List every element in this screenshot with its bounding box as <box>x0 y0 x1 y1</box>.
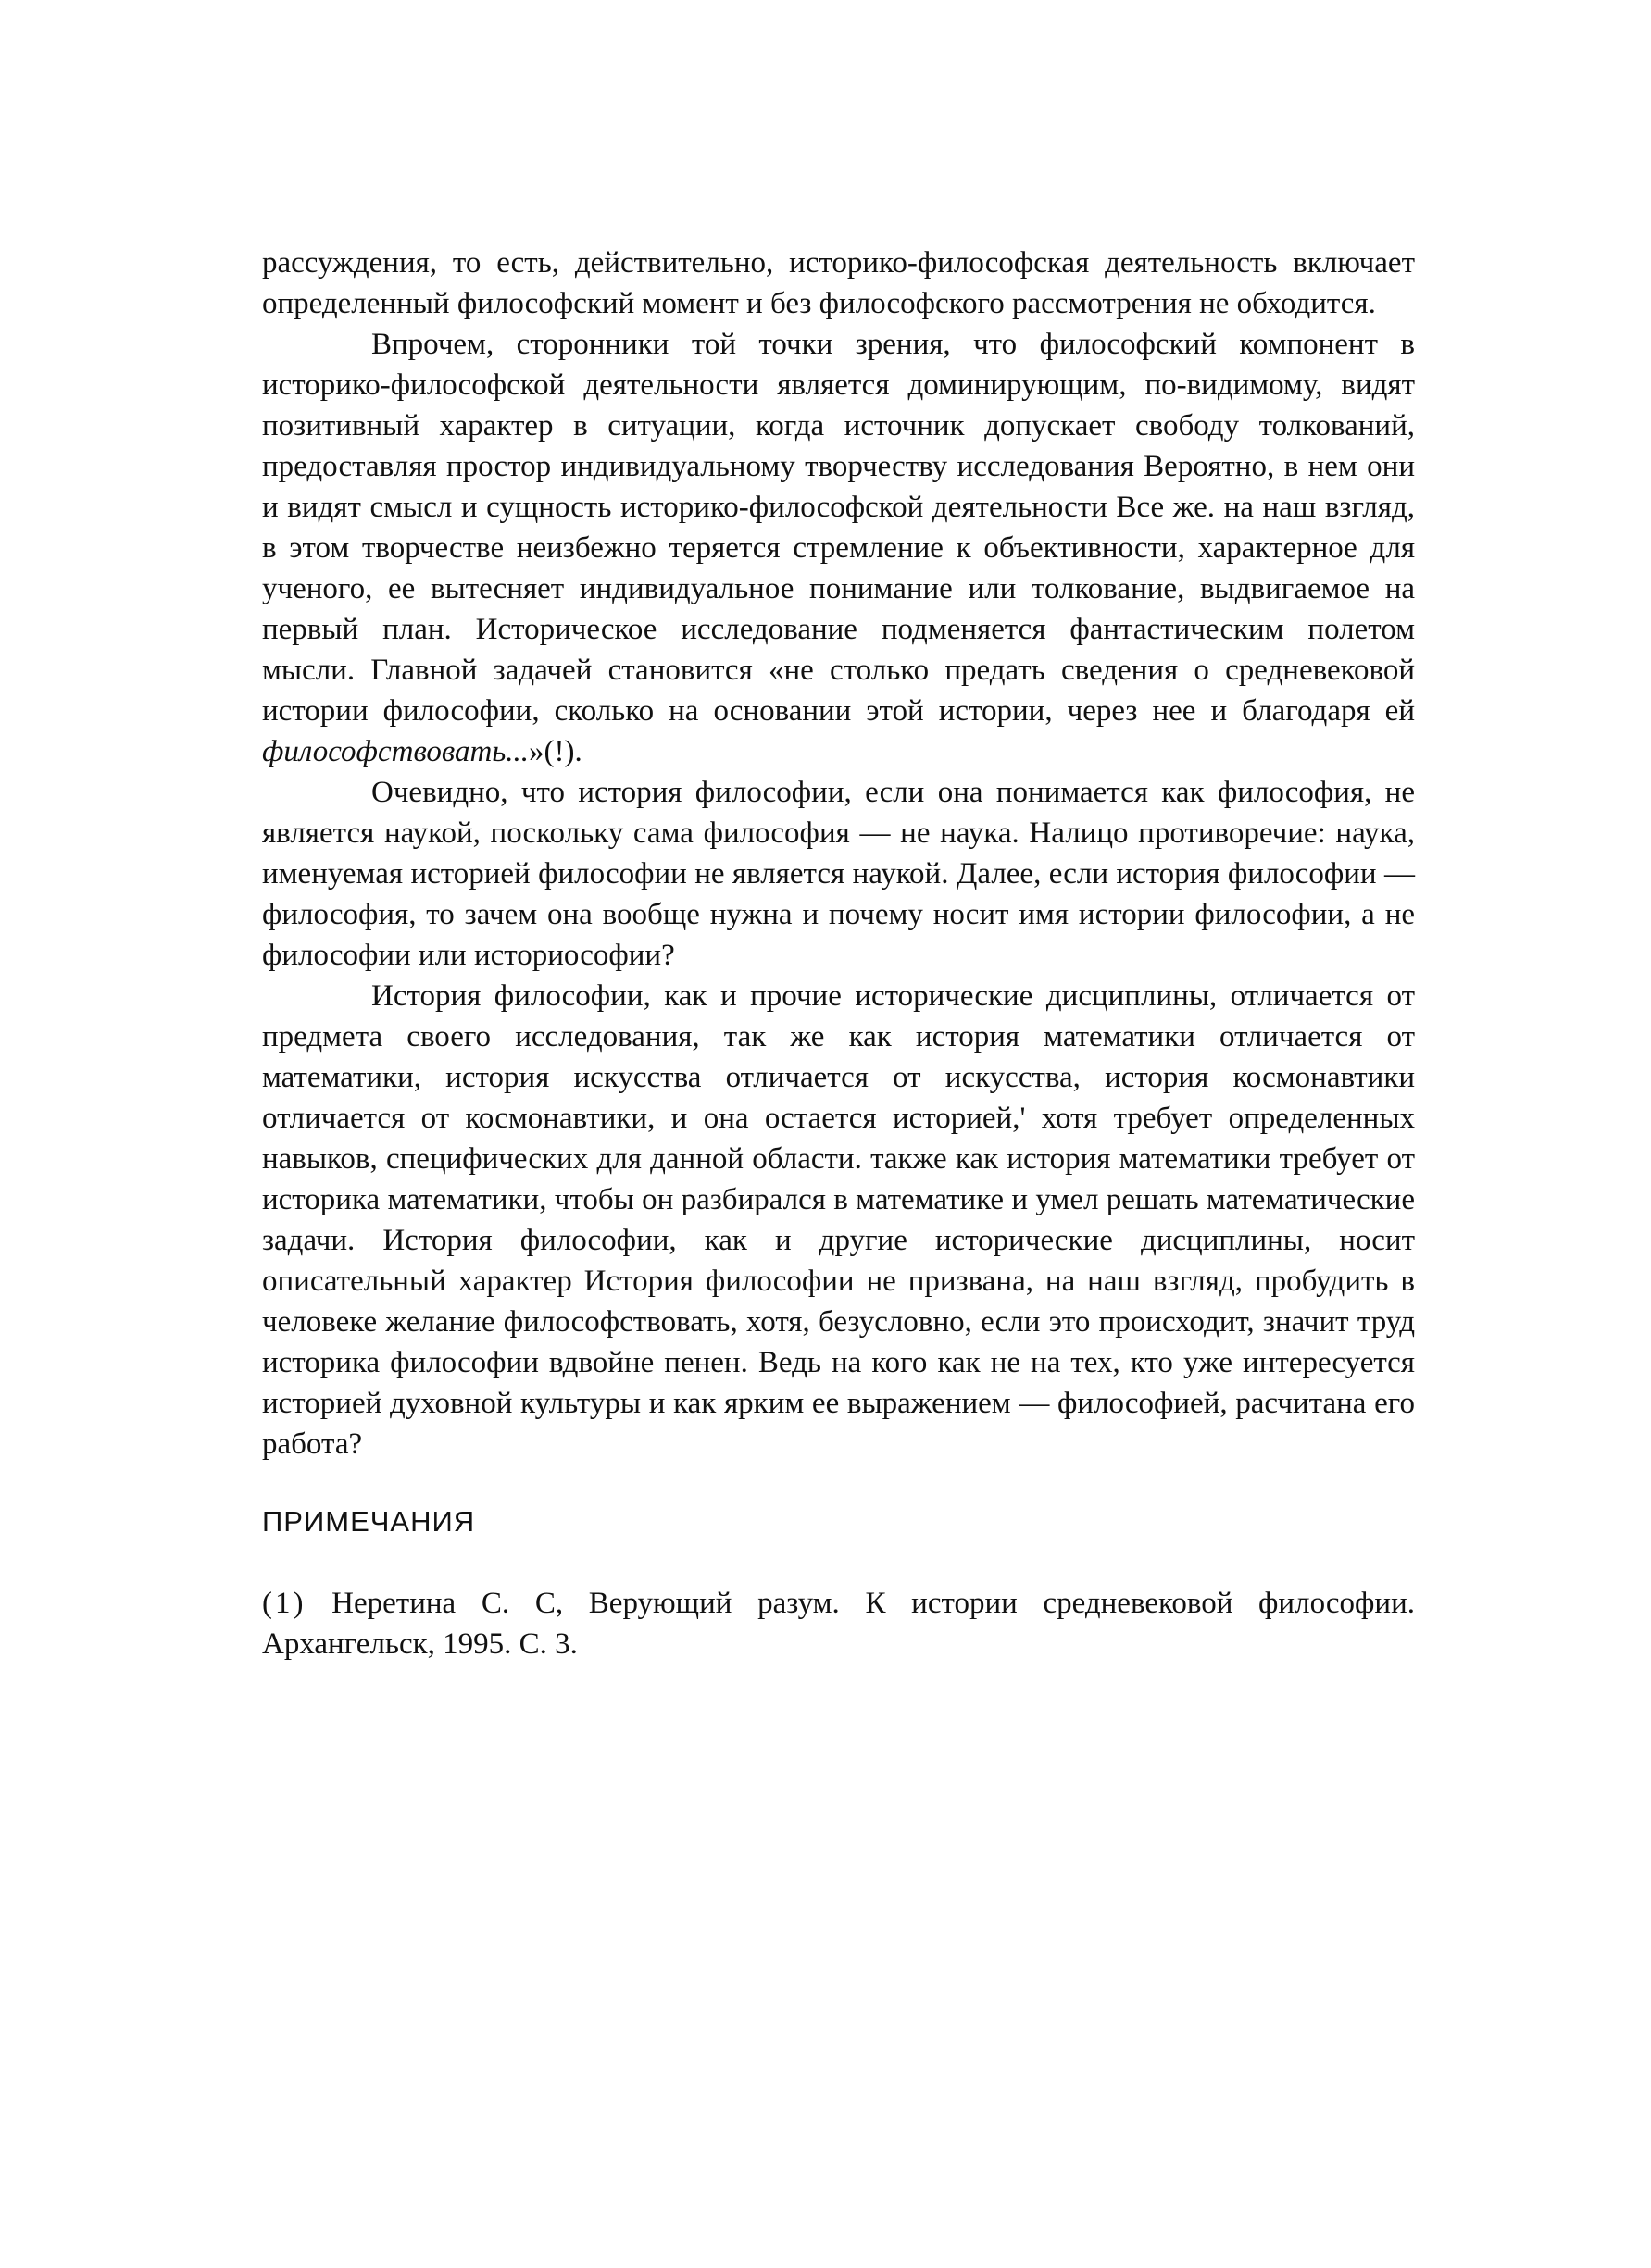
paragraph-2 <box>262 324 1415 772</box>
paragraph-3: Очевидно, что история философии, если она понимается как философия, не является наукой, поскольку сама философия — не наука. Налицо противоречие: наука, именуемая историей философии не является наукой. Далее, если история философии — философия, то зачем она вообще нужна и почему носит имя истории философии, а не философии или историософии? <box>262 776 1415 972</box>
paragraph-1: рассуждения, то есть, действительно, историко-философская деятельность включает определенный философский момент и без философского рассмотрения не обходится. <box>262 246 1415 320</box>
notes-heading: ПРИМЕЧАНИЯ <box>262 1505 476 1538</box>
note-1 <box>262 1583 1415 1664</box>
paragraph-2-end: »(!). <box>529 735 582 768</box>
paragraph-2-main: Впрочем, сторонники той точки зрения, что философский компонент в историко-философской деятельности является доминирующим, по-видимому, видят позитивный характер в ситуации, когда источник допускает свободу толкований, предоставляя простор индивидуальному творчеству исследования Вероятно, в нем они и видят смысл и сущность историко-философской деятельности Все же. на наш взгляд, в этом творчестве неизбежно теряется стремление к объективности, характерное для ученого, ее вытесняет индивидуальное понимание или толкование, выдвигаемое на первый план. Историческое исследование подменяется фантастическим полетом мысли. Главной задачей становится «не столько предать сведения о средневековой истории философии, сколько на основании этой истории, через нее и благодаря ей <box>262 328 1415 728</box>
paragraph-2-italic: философствовать... <box>262 735 530 768</box>
note-1-number: (1) <box>262 1587 306 1620</box>
paragraph-4: История философии, как и прочие исторические дисциплины, отличается от предмета своего исследования, так же как история математики отличается от математики, история искусства отличается от искусства, история космонавтики отличается от космонавтики, и она остается историей,' хотя требует определенных навыков, специфических для данной области. также как история математики требует от историка математики, чтобы он разбирался в математике и умел решать математические задачи. История философии, как и другие исторические дисциплины, носит описательный характер История философии не призвана, на наш взгляд, пробудить в человеке желание философствовать, хотя, безусловно, если это происходит, значит труд историка философии вдвойне пенен. Ведь на кого как не на тех, кто уже интересуется историей духовной культуры и как ярким ее выражением — философией, расчитана его работа? <box>262 979 1415 1461</box>
note-1-text: Неретина С. С, Верующий разум. К истории средневековой философии. Архангельск, 1995. С. 3. <box>262 1587 1415 1661</box>
document-page <box>262 243 1415 1664</box>
